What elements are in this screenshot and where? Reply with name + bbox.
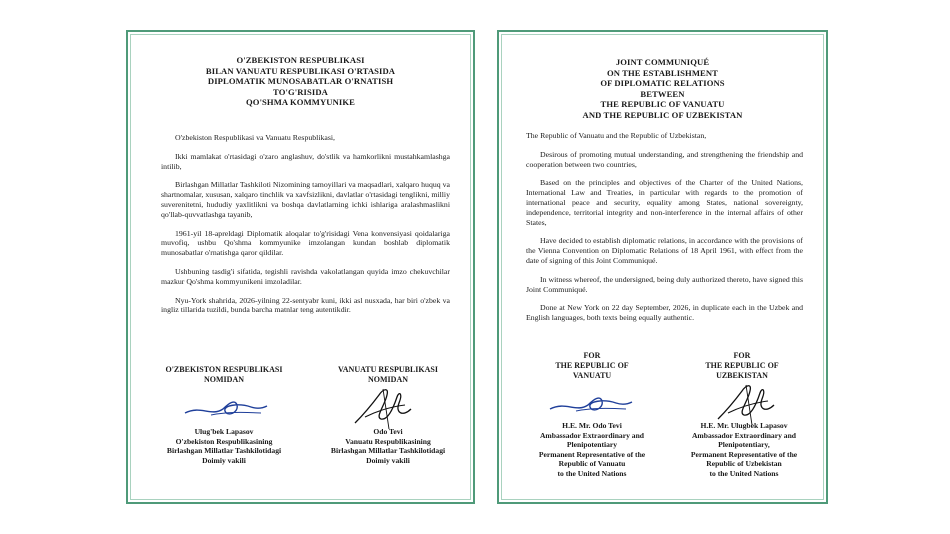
document-title xyxy=(131,55,470,108)
paragraph: O'zbekiston Respublikasi va Vanuatu Respublikasi, xyxy=(175,133,335,142)
paragraph: 1961-yil 18-apreldagi Diplomatik aloqalar to'g'risidagi Vena konvensiyasi qoidalariga muvofiq, ushbu Qo'shma kommyunike imzolangan kundan boshlab diplomatik munosabatlar o'rnatishga qaror qildilar. xyxy=(161,228,450,258)
paragraph: Done at New York on 22 day September, 2026, in duplicate each in the Uzbek and English languages, both texts being equally authentic. xyxy=(526,303,803,323)
page-inner-border xyxy=(130,34,471,500)
paragraph: Birlashgan Millatlar Tashkiloti Nizomining tamoyillari va maqsadlari, xalqaro huquq va shartnomalar, xususan, xalqaro tinchlik va xavfsizlikni, davlatlar o'rtasidagi tenglikni, milliy suverenitetni, hududiy yaxlitlikni va boshqa davlatlarning ichki ishlariga aralashmaslikni qo'llab-quvvatlashga tayanib, xyxy=(161,180,450,219)
heading-line: FOR xyxy=(733,351,751,360)
heading-line: THE REPUBLIC OF xyxy=(555,361,629,370)
signatory-title-line: Plenipotentiary xyxy=(566,440,618,450)
uzbek-communique-page xyxy=(126,30,475,504)
title-line: ON THE ESTABLISHMENT xyxy=(606,67,719,78)
signatory-name: Odo Tevi xyxy=(373,427,403,436)
document-title xyxy=(502,57,823,121)
paragraph: Nyu-York shahrida, 2026-yilning 22-sentyabr kuni, ikki asl nusxada, har biri o'zbek va ingliz tillarida tuzildi, bunda barcha matnlar teng autentikdir. xyxy=(161,295,450,315)
title-line: AND THE REPUBLIC OF UZBEKISTAN xyxy=(582,109,743,120)
heading-line: NOMIDAN xyxy=(204,375,244,384)
left-signatory-heading xyxy=(522,351,662,381)
heading-line: FOR xyxy=(583,351,601,360)
signatory-title-line: Republic of Uzbekistan xyxy=(706,459,782,469)
title-line: QO'SHMA KOMMYUNIKE xyxy=(246,97,355,108)
signatory-title-line: to the United Nations xyxy=(557,468,627,478)
signatory-name: H.E. Mr. Odo Tevi xyxy=(562,421,622,430)
title-line: TO'G'RISIDA xyxy=(273,86,328,97)
signatory-title-line: Birlashgan Millatlar Tashkilotidagi xyxy=(166,446,282,456)
signatory-title-line: O'zbekiston Respublikasining xyxy=(175,436,273,446)
title-line: BETWEEN xyxy=(640,88,685,99)
signatory-title-line: to the United Nations xyxy=(709,468,779,478)
signatory-title-line: Birlashgan Millatlar Tashkilotidagi xyxy=(330,446,446,456)
left-signatory-block xyxy=(512,421,672,479)
paragraph: Based on the principles and objectives of the Charter of the United Nations, International Law and Treaties, in particular with regards to the promotion of international peace and security, equality among States, national sovereignty, independence, territorial integrity and non-interference in the internal affairs of other States, xyxy=(526,178,803,227)
document-body xyxy=(526,131,803,332)
title-line: THE REPUBLIC OF VANUATU xyxy=(600,99,725,110)
heading-line: VANUATU xyxy=(572,371,612,380)
paragraph: Ikki mamlakat o'rtasidagi o'zaro anglashuv, do'stlik va hamkorlikni mustahkamlashga intilib, xyxy=(161,151,450,171)
signature-black-icon xyxy=(708,379,788,427)
signatory-name: Ulug'bek Lapasov xyxy=(194,427,254,436)
paragraph: Ushbuning tasdig'i sifatida, tegishli ravishda vakolatlangan quyida imzo chekuvchilar mazkur Qo'shma kommyunikeni imzoladilar. xyxy=(161,266,450,286)
document-body xyxy=(161,133,450,324)
paragraph: Have decided to establish diplomatic relations, in accordance with the provisions of the Vienna Convention on Diplomatic Relations of 18 April 1961, with effect from the date of signing of this Joint Communiqué. xyxy=(526,236,803,265)
paragraph: Desirous of promoting mutual understanding, and strengthening the friendship and cooperation between two countries, xyxy=(526,149,803,169)
signatory-title-line: Permanent Representative of the xyxy=(538,449,646,459)
paragraph: In witness whereof, the undersigned, being duly authorized thereto, have signed this Joint Communiqué. xyxy=(526,274,803,294)
signatory-title-line: Vanuatu Respublikasining xyxy=(345,436,431,446)
title-line: OF DIPLOMATIC RELATIONS xyxy=(600,78,725,89)
title-line: JOINT COMMUNIQUÉ xyxy=(615,57,710,67)
title-line: DIPLOMATIK MUNOSABATLAR O'RNATISH xyxy=(207,76,394,87)
title-line: O'ZBEKISTON RESPUBLIKASI xyxy=(236,55,365,65)
signatory-title-line: Republic of Vanuatu xyxy=(558,459,626,469)
left-signatory-block xyxy=(143,427,305,465)
right-signatory-block xyxy=(307,427,469,465)
signatory-name: H.E. Mr. Ulugbek Lapasov xyxy=(700,421,788,430)
right-signatory-heading xyxy=(672,351,812,381)
signatory-title-line: Doimiy vakili xyxy=(202,455,246,465)
english-communique-page xyxy=(497,30,828,504)
signatory-title-line: Ambassador Extraordinary and xyxy=(691,430,797,440)
heading-line: O'ZBEKISTON RESPUBLIKASI xyxy=(165,365,283,374)
right-signatory-heading xyxy=(313,365,463,385)
right-signatory-block xyxy=(664,421,824,479)
signatory-title-line: Permanent Representative of the xyxy=(690,449,798,459)
heading-line: VANUATU RESPUBLIKASI xyxy=(338,365,438,374)
heading-line: NOMIDAN xyxy=(368,375,408,384)
heading-line: UZBEKISTAN xyxy=(716,371,768,380)
signatory-title-line: Plenipotentiary, xyxy=(718,440,770,450)
signatory-title-line: Ambassador Extraordinary and xyxy=(539,430,645,440)
signature-blue-icon xyxy=(181,393,271,423)
paragraph: The Republic of Vanuatu and the Republic of Uzbekistan, xyxy=(526,131,707,140)
page-inner-border xyxy=(501,34,824,500)
signature-black-icon xyxy=(345,383,425,431)
signatory-title-line: Doimiy vakili xyxy=(366,455,410,465)
title-line: BILAN VANUATU RESPUBLIKASI O'RTASIDA xyxy=(205,65,396,76)
left-signatory-heading xyxy=(149,365,299,385)
heading-line: THE REPUBLIC OF xyxy=(705,361,779,370)
signature-blue-icon xyxy=(546,389,636,419)
